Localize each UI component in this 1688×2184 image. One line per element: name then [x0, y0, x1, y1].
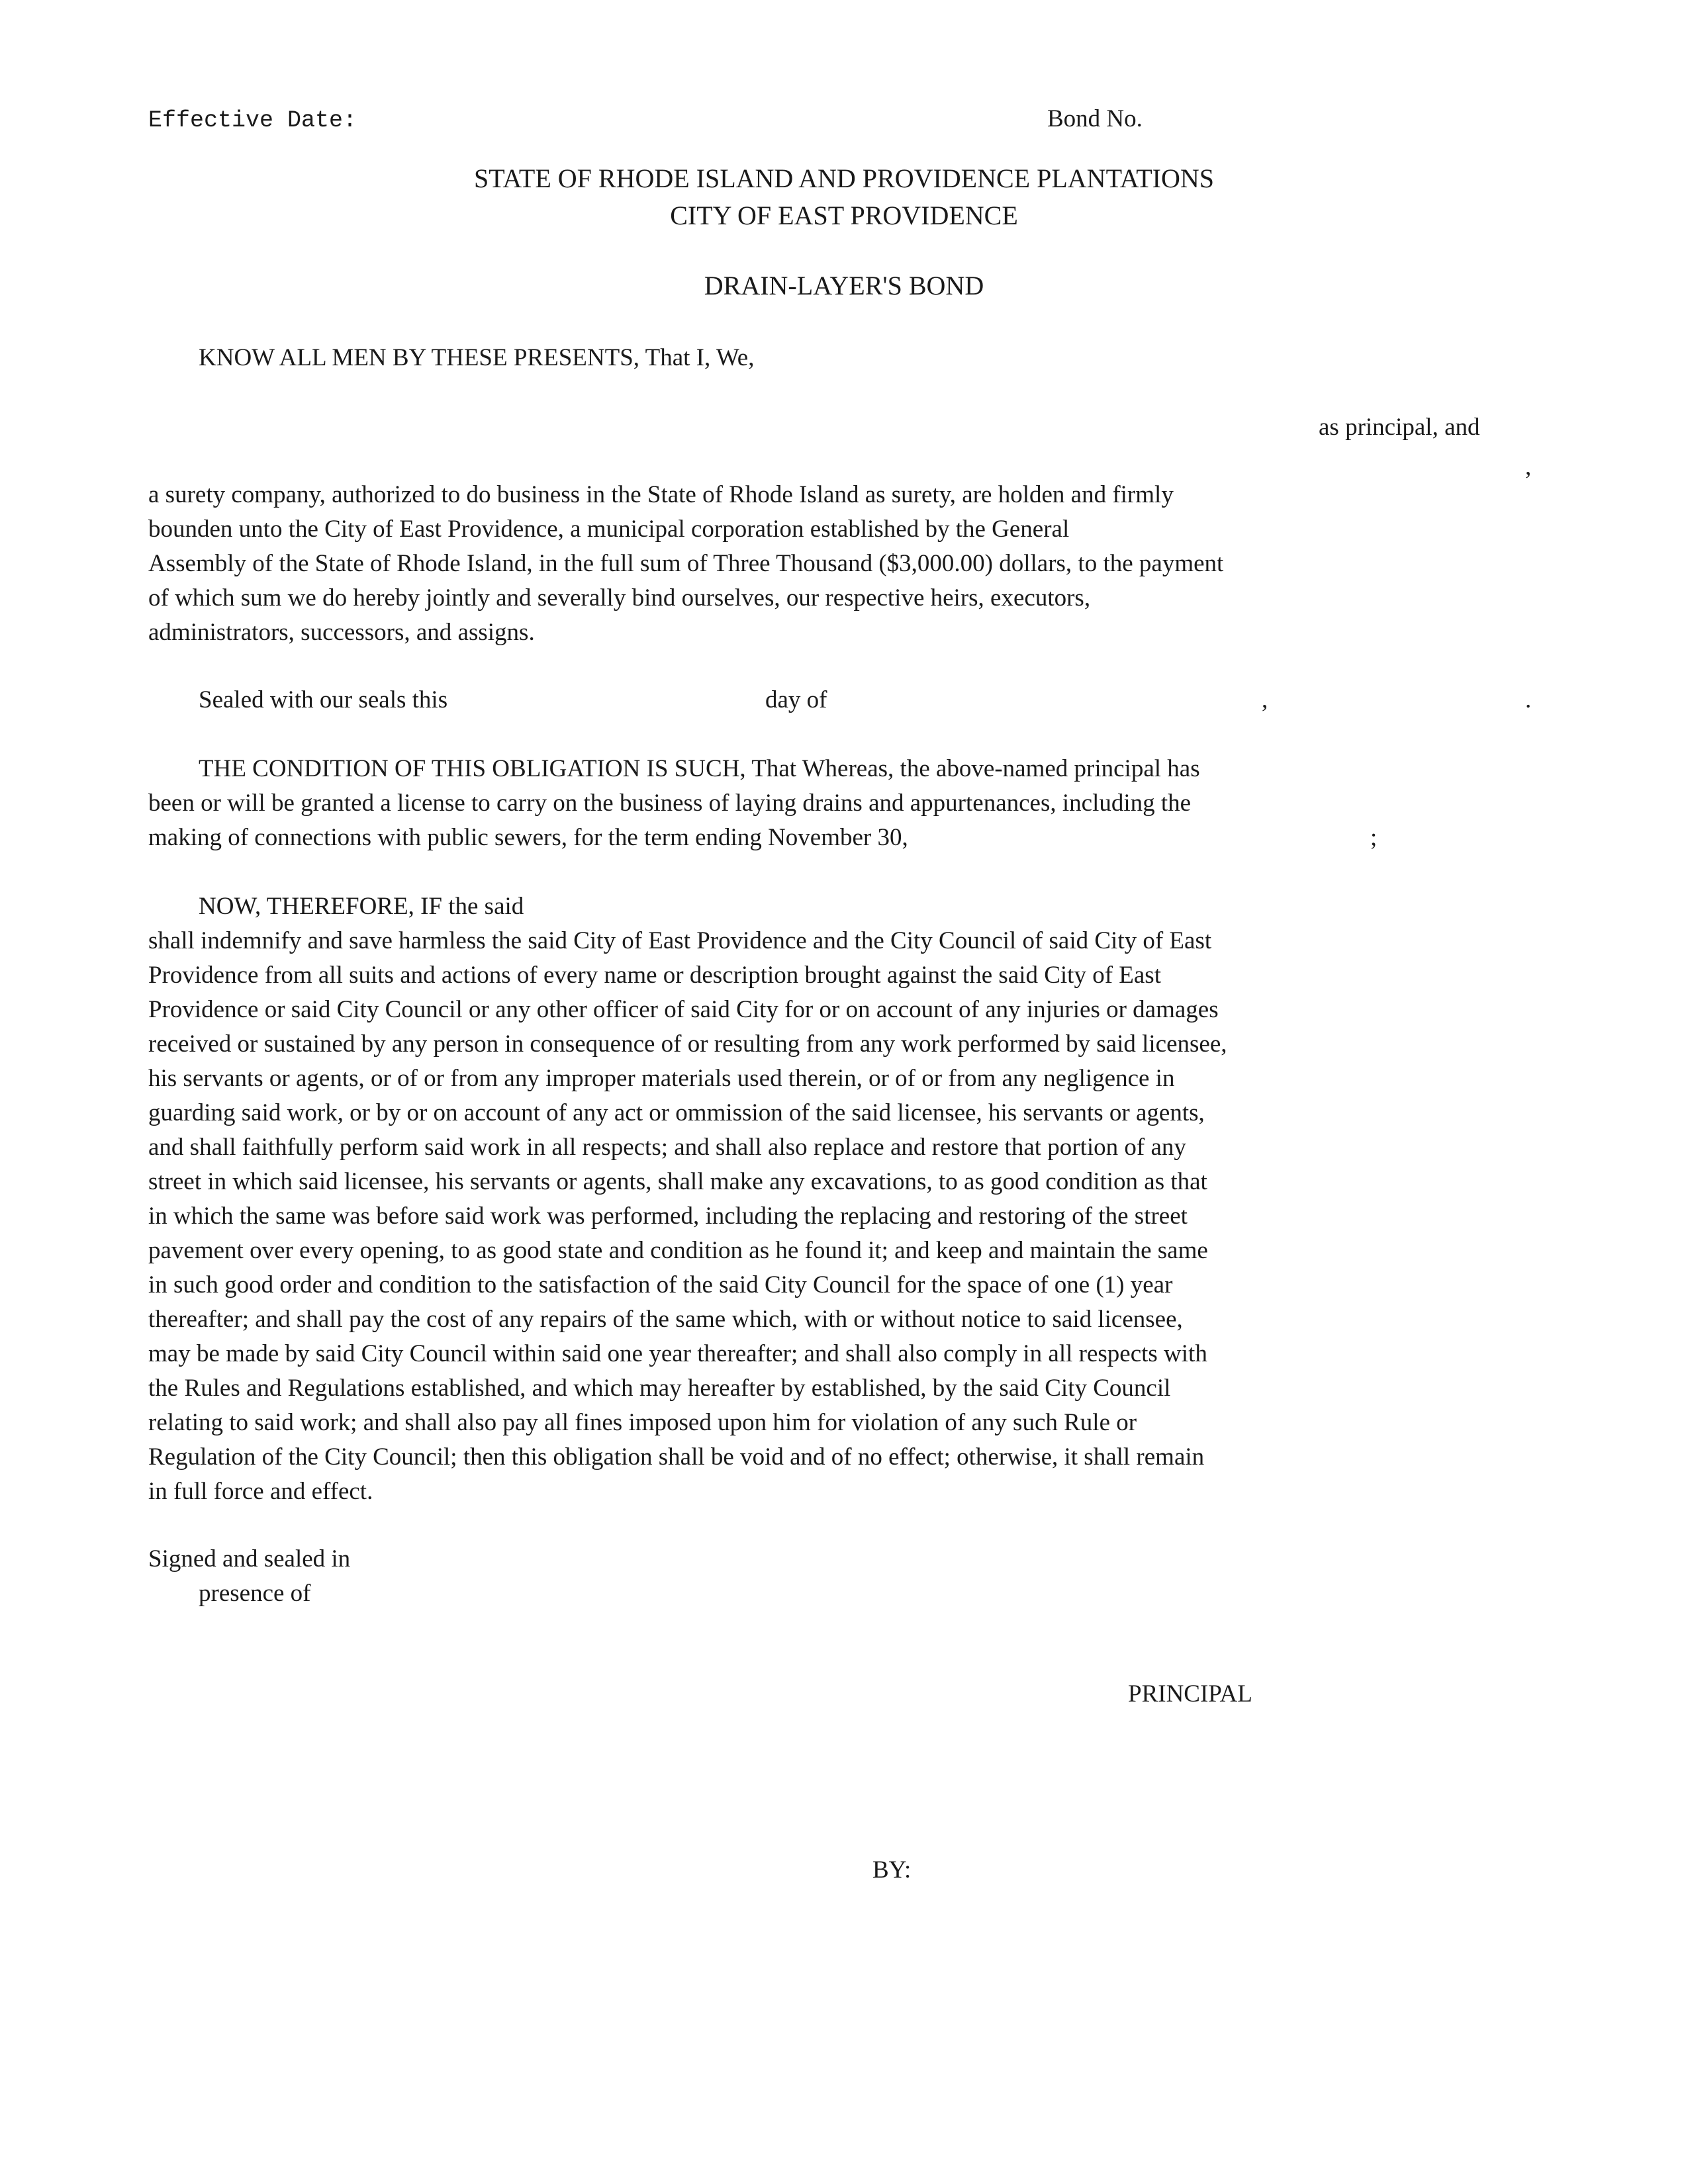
surety-name-comma: ,	[1525, 453, 1532, 480]
sealed-comma: ,	[1262, 686, 1268, 713]
main-line: in which the same was before said work was performed, including the replacing and restoring of the street	[148, 1203, 1188, 1230]
main-line: the Rules and Regulations established, and which may hereafter by established, by the said City Council	[148, 1375, 1171, 1402]
main-line: pavement over every opening, to as good state and condition as he found it; and keep and maintain the same	[148, 1237, 1208, 1264]
now-therefore: NOW, THEREFORE, IF the said	[199, 893, 524, 920]
sealed-with-text: Sealed with our seals this	[199, 686, 448, 713]
surety-line: bounden unto the City of East Providence, a municipal corporation established by the General	[148, 516, 1070, 543]
main-line: his servants or agents, or of or from any improper materials used therein, or of or from any negligence in	[148, 1065, 1175, 1092]
main-line: street in which said licensee, his servants or agents, shall make any excavations, to as good condition as that	[148, 1168, 1207, 1195]
main-line: thereafter; and shall pay the cost of any repairs of the same which, with or without notice to said licensee,	[148, 1306, 1183, 1333]
surety-line: of which sum we do hereby jointly and severally bind ourselves, our respective heirs, executors,	[148, 584, 1091, 612]
main-line: in full force and effect.	[148, 1478, 373, 1505]
bond-title: DRAIN-LAYER'S BOND	[704, 271, 984, 300]
main-line: Providence or said City Council or any other officer of said City for or on account of any injuries or damages	[148, 996, 1219, 1023]
main-line: received or sustained by any person in consequence of or resulting from any work performed by said licensee,	[148, 1030, 1227, 1058]
condition-line: making of connections with public sewers, for the term ending November 30,	[148, 824, 908, 851]
main-line: and shall faithfully perform said work in all respects; and shall also replace and restore that portion of any	[148, 1134, 1186, 1161]
signed-sealed-text: Signed and sealed in	[148, 1545, 351, 1572]
city-title: CITY OF EAST PROVIDENCE	[670, 201, 1018, 230]
main-line: may be made by said City Council within said one year thereafter; and shall also comply in all respects with	[148, 1340, 1207, 1367]
condition-paragraph	[148, 752, 1545, 855]
main-paragraph	[148, 924, 1545, 1509]
main-line: Regulation of the City Council; then this obligation shall be void and of no effect; otherwise, it shall remain	[148, 1443, 1205, 1471]
condition-line: THE CONDITION OF THIS OBLIGATION IS SUCH, That Whereas, the above-named principal has	[199, 755, 1200, 782]
surety-line: Assembly of the State of Rhode Island, in the full sum of Three Thousand ($3,000.00) dollars, to the payment	[148, 550, 1224, 577]
day-of-text: day of	[765, 686, 827, 713]
effective-date-label: Effective Date:	[148, 107, 357, 134]
main-line: relating to said work; and shall also pay all fines imposed upon him for violation of any such Rule or	[148, 1409, 1137, 1436]
know-all-men: KNOW ALL MEN BY THESE PRESENTS, That I, We,	[199, 344, 755, 371]
condition-line: been or will be granted a license to carry on the business of laying drains and appurtenances, including the	[148, 790, 1192, 817]
condition-semicolon: ;	[1370, 824, 1378, 851]
bond-no-label: Bond No.	[1047, 105, 1143, 132]
presence-of-text: presence of	[199, 1580, 311, 1607]
sealed-period: .	[1525, 686, 1532, 713]
surety-paragraph	[148, 478, 1545, 650]
surety-line: administrators, successors, and assigns.	[148, 619, 535, 646]
main-line: Providence from all suits and actions of every name or description brought against the said City of East	[148, 962, 1161, 989]
main-line: in such good order and condition to the satisfaction of the said City Council for the space of one (1) year	[148, 1271, 1173, 1298]
state-title: STATE OF RHODE ISLAND AND PROVIDENCE PLANTATIONS	[473, 163, 1215, 193]
main-line: guarding said work, or by or on account of any act or ommission of the said licensee, his servants or agents,	[148, 1099, 1205, 1126]
by-label: BY:	[872, 1856, 912, 1884]
as-principal-text: as principal, and	[1319, 414, 1480, 441]
principal-label: PRINCIPAL	[1128, 1680, 1252, 1707]
surety-line: a surety company, authorized to do business in the State of Rhode Island as surety, are holden and firmly	[148, 481, 1174, 508]
main-line: shall indemnify and save harmless the said City of East Providence and the City Council of said City of East	[148, 927, 1212, 954]
